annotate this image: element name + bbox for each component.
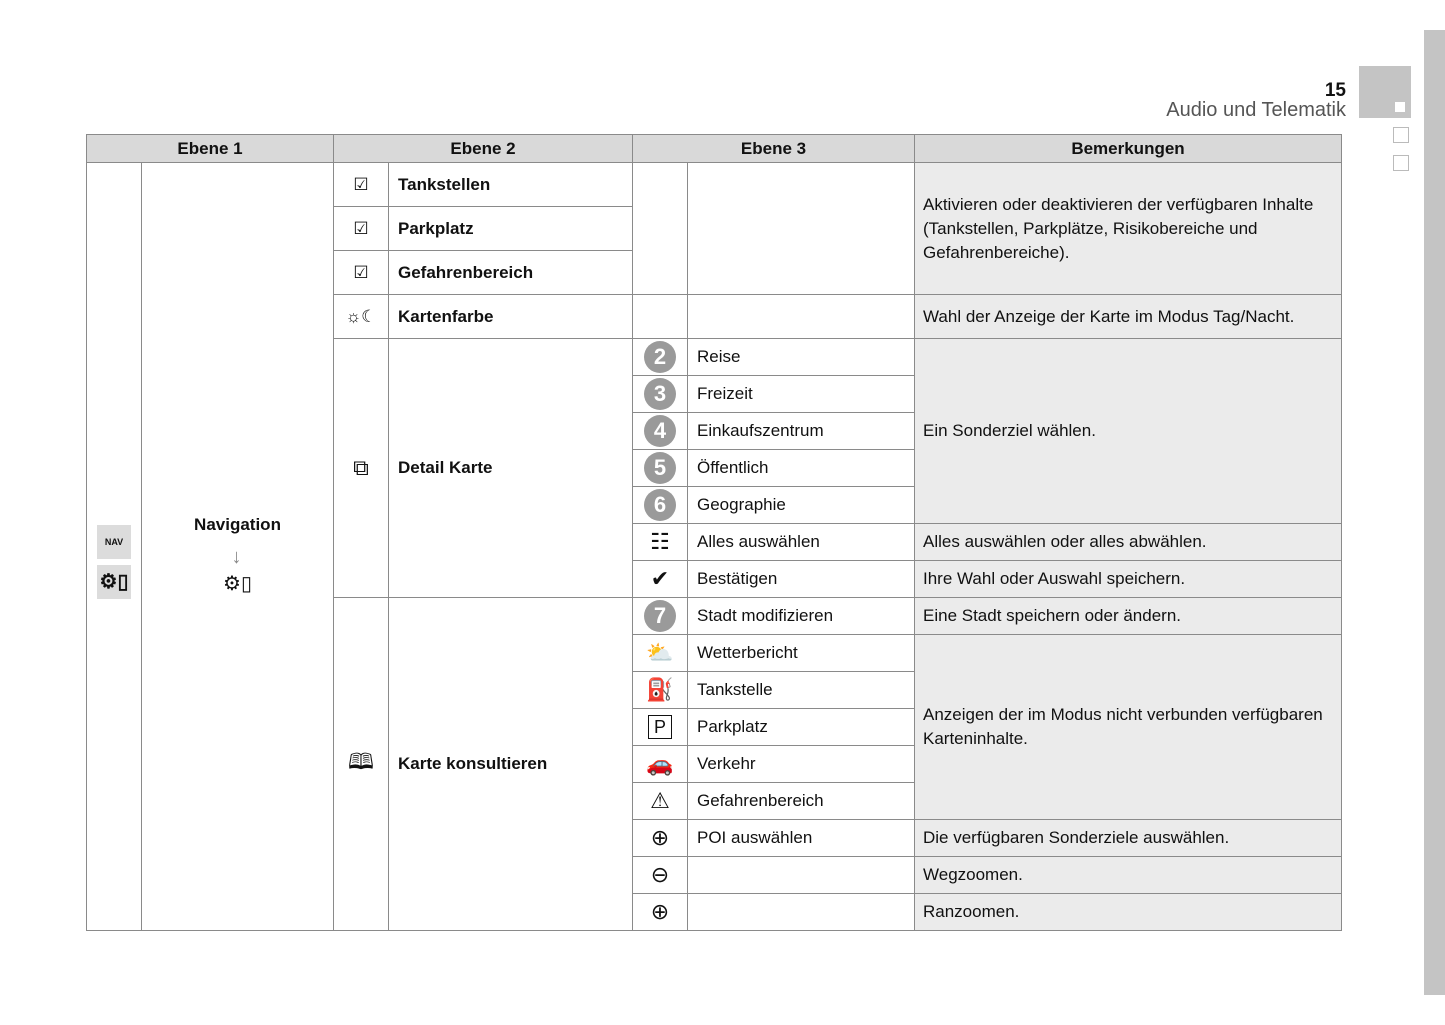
map-icon: 🕮 <box>334 598 389 931</box>
menu-table <box>86 134 1342 931</box>
weather-icon: ⛅ <box>633 635 688 672</box>
item-tankstelle: Tankstelle <box>688 672 915 709</box>
number-badge: 5 <box>644 452 676 484</box>
item-verkehr: Verkehr <box>688 746 915 783</box>
header-row <box>87 135 1342 163</box>
level1-icons <box>87 163 142 931</box>
item-freizeit: Freizeit <box>688 376 915 413</box>
remark: Anzeigen der im Modus nicht verbunden verfügbaren Karteninhalte. <box>915 635 1342 820</box>
remark: Ihre Wahl oder Auswahl speichern. <box>915 561 1342 598</box>
number-badge: 3 <box>644 378 676 410</box>
item-detail-karte: Detail Karte <box>389 339 633 598</box>
day-night-icon: ☼☾ <box>334 295 389 339</box>
item-parkplatz: Parkplatz <box>389 207 633 251</box>
page-number: 15 <box>1324 80 1346 101</box>
map-settings-icon: ⚙▯ <box>97 565 131 599</box>
chapter-tab <box>1393 155 1409 171</box>
remark: Die verfügbaren Sonderziele auswählen. <box>915 820 1342 857</box>
header-bemerkungen: Bemerkungen <box>915 135 1342 163</box>
remark: Ranzoomen. <box>915 894 1342 931</box>
item-karte-konsultieren: Karte konsultieren <box>389 598 633 931</box>
level1-navigation <box>142 163 334 931</box>
table-row <box>87 163 1342 207</box>
empty-cell <box>688 894 915 931</box>
number-badge: 4 <box>644 415 676 447</box>
item-poi-auswaehlen: POI auswählen <box>688 820 915 857</box>
chapter-tab <box>1393 127 1409 143</box>
traffic-icon: 🚗 <box>633 746 688 783</box>
zoom-in-icon: ⊕ <box>633 894 688 931</box>
empty-cell <box>633 163 688 295</box>
header-ebene3: Ebene 3 <box>633 135 915 163</box>
item-kartenfarbe: Kartenfarbe <box>389 295 633 339</box>
map-settings-icon: ⚙▯ <box>223 573 252 595</box>
empty-cell <box>633 295 688 339</box>
item-oeffentlich: Öffentlich <box>688 450 915 487</box>
item-geographie: Geographie <box>688 487 915 524</box>
page-edge-bar <box>1424 30 1445 995</box>
item-reise: Reise <box>688 339 915 376</box>
item-tankstellen: Tankstellen <box>389 163 633 207</box>
zoom-out-icon: ⊖ <box>633 857 688 894</box>
select-all-icon: ☷ <box>633 524 688 561</box>
remark: Aktivieren oder deaktivieren der verfügbaren Inhalte (Tankstellen, Parkplätze, Risikobereiche und Gefahrenbereiche). <box>915 163 1342 295</box>
checkbox-icon: ☑ <box>334 251 389 295</box>
nav-button-icon: NAV <box>97 525 131 559</box>
remark: Wegzoomen. <box>915 857 1342 894</box>
checkbox-icon: ☑ <box>334 163 389 207</box>
header-ebene2: Ebene 2 <box>334 135 633 163</box>
checkbox-icon: ☑ <box>334 207 389 251</box>
fuel-icon: ⛽ <box>633 672 688 709</box>
item-stadt-modifizieren: Stadt modifizieren <box>688 598 915 635</box>
item-gefahrenbereich: Gefahrenbereich <box>389 251 633 295</box>
remark: Alles auswählen oder alles abwählen. <box>915 524 1342 561</box>
item-einkaufszentrum: Einkaufszentrum <box>688 413 915 450</box>
parking-icon: P <box>633 709 688 746</box>
section-title: Audio und Telematik <box>1166 99 1346 121</box>
number-badge: 6 <box>644 489 676 521</box>
item-gefahrenbereich: Gefahrenbereich <box>688 783 915 820</box>
chapter-tab-active <box>1359 66 1411 118</box>
header-ebene1: Ebene 1 <box>87 135 334 163</box>
empty-cell <box>688 295 915 339</box>
number-badge: 7 <box>644 600 676 632</box>
detail-map-icon: ⧉ <box>334 339 389 598</box>
number-badge: 2 <box>644 341 676 373</box>
warning-icon: ⚠ <box>633 783 688 820</box>
remark: Ein Sonderziel wählen. <box>915 339 1342 524</box>
item-parkplatz: Parkplatz <box>688 709 915 746</box>
empty-cell <box>688 857 915 894</box>
item-wetterbericht: Wetterbericht <box>688 635 915 672</box>
item-bestaetigen: Bestätigen <box>688 561 915 598</box>
remark: Eine Stadt speichern oder ändern. <box>915 598 1342 635</box>
plus-circle-icon: ⊕ <box>633 820 688 857</box>
navigation-label: Navigation <box>194 515 281 534</box>
checkmark-icon: ✔ <box>633 561 688 598</box>
item-alles-auswaehlen: Alles auswählen <box>688 524 915 561</box>
arrow-down-icon: ↓ <box>231 546 242 568</box>
remark: Wahl der Anzeige der Karte im Modus Tag/Nacht. <box>915 295 1342 339</box>
empty-cell <box>688 163 915 295</box>
